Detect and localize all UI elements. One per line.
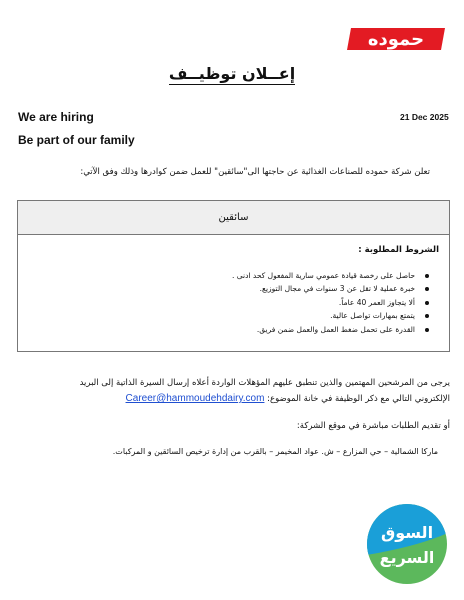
watermark-line-1: السوق — [380, 523, 434, 542]
page-title: إعــلان توظيــف — [168, 64, 296, 83]
requirement-item: حاصل على رخصة قيادة عمومي سارية المفعول كحد ادنى . — [31, 269, 431, 282]
watermark-line-2: السريع — [379, 548, 435, 567]
requirement-item: القدرة على تحمل ضغط العمل والعمل ضمن فريق. — [31, 323, 431, 336]
logo-text: حموده — [367, 28, 425, 50]
application-line-2 — [10, 391, 450, 407]
requirement-item: خبرة عملية لا تقل عن 3 سنوات في مجال التوزيع. — [31, 282, 431, 295]
application-paragraph — [10, 376, 450, 407]
application-line-1: يرجى من المرشحين المهتمين والذين تنطبق عليهم المؤهلات الواردة أعلاه إرسال السيرة الذاتية إلى البريد — [79, 378, 450, 388]
watermark-logo — [366, 503, 448, 585]
company-address: ماركا الشمالية – حي المزارع – ش. عواد المخيمر – بالقرب من إدارة ترخيص السائقين و المركبات. — [112, 447, 438, 456]
watermark-circle — [366, 503, 448, 585]
requirements-title: الشروط المطلوبة : — [358, 245, 439, 255]
requirement-item: ألا يتجاوز العمر 40 عاماً. — [31, 296, 431, 309]
intro-text: تعلن شركة حموده للصناعات الغذائية عن حاجتها الى"سائقين" للعمل ضمن كوادرها وذلك وفق الآتي: — [80, 167, 430, 177]
job-box — [17, 200, 450, 352]
job-title: سائقين — [18, 201, 449, 235]
apply-onsite-text: أو تقديم الطلبات مباشرة في موقع الشركة: — [296, 421, 450, 431]
family-heading: Be part of our family — [18, 133, 135, 147]
requirements-list — [31, 269, 431, 336]
post-date: 21 Dec 2025 — [400, 112, 449, 122]
requirement-item: يتمتع بمهارات تواصل عالية. — [31, 309, 431, 322]
hiring-heading: We are hiring — [18, 110, 94, 124]
company-logo — [343, 26, 449, 52]
email-link[interactable]: Career@hammoudehdairy.com — [125, 393, 265, 404]
application-line-2-text: الإلكتروني التالي مع ذكر الوظيفة في خانة الموضوع: — [267, 394, 450, 404]
